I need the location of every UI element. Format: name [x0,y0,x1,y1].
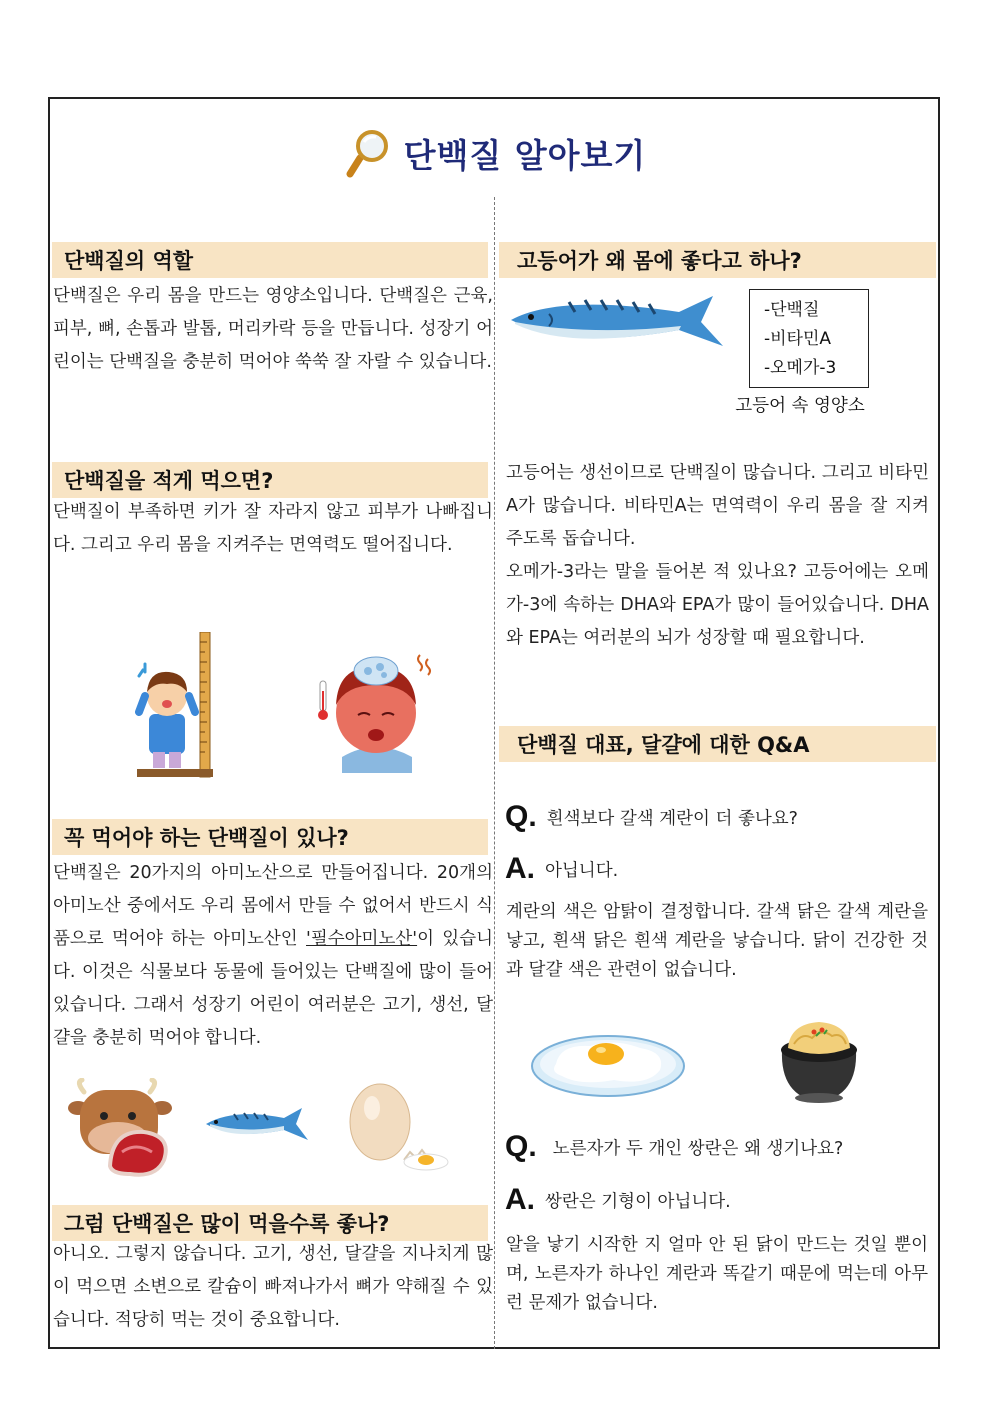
nutrient-item: -단백질 [764,300,820,320]
short-child-illustration [135,632,215,780]
heading-mackerel: 고등어가 왜 몸에 좋다고 하나? [499,242,936,278]
paragraph-low-protein: 단백질이 부족하면 키가 잘 자라지 않고 피부가 나빠집니다. 그리고 우리 몸을 지켜주는 면역력도 떨어집니다. [53,502,493,555]
paragraph-essential-part1: 단백질은 20가지의 아미노산으로 만들어집니다. 20개의 아미노산 중에서도 우리 몸에서 만들 수 없어서 반드시 식품으로 먹어야 하는 아미노산인 [53,863,493,949]
paragraph-essential-part2: 이 있습니다. 이것은 식물보다 동물에 들어있는 단백질에 많이 들어있습니다. 그래서 성장기 어린이 여러분은 고기, 생선, 달걀을 충분히 먹어야 합니다. [53,929,494,1048]
question-2-text: 노른자가 두 개인 쌍란은 왜 생기나요? [552,1138,844,1159]
eggs-illustration [348,1080,458,1174]
a-mark: A. [505,1183,535,1216]
title-text: 단백질 알아보기 [403,135,647,175]
answer-1-text: 아닙니다. [545,860,619,881]
nutrient-caption: 고등어 속 영양소 [735,396,865,416]
q-mark: Q. [505,1130,537,1163]
mackerel-illustration [509,290,727,354]
paragraph-answer-1: 계란의 색은 암탉이 결정합니다. 갈색 닭은 갈색 계란을 낳고, 흰색 닭은 흰색 계란을 낳습니다. 닭이 건강한 것과 달걀 색은 관련이 없습니다. [506,902,928,980]
paragraph-essential-protein [53,857,493,1055]
answer-2 [505,1183,731,1217]
steamed-egg-illustration [776,1018,862,1106]
q-mark: Q. [505,800,537,833]
nutrient-item: -비타민A [764,329,832,349]
answer-1 [505,852,618,886]
heading-low-protein: 단백질을 적게 먹으면? [52,462,488,498]
paragraph-mackerel-1: 고등어는 생선이므로 단백질이 많습니다. 그리고 비타민A가 많습니다. 비타민A는 면역력이 우리 몸을 잘 지켜주도록 돕습니다. [506,463,929,549]
a-mark: A. [505,852,535,885]
essential-amino-acid-term: '필수아미노산' [306,929,418,949]
heading-protein-role: 단백질의 역할 [52,242,488,278]
beef-illustration [68,1078,172,1178]
small-mackerel-illustration [204,1106,312,1144]
question-1 [505,800,798,834]
paragraph-protein-role: 단백질은 우리 몸을 만드는 영양소입니다. 단백질은 근육, 피부, 뼈, 손톱과 발톱, 머리카락 등을 만듭니다. 성장기 어린이는 단백질을 충분히 먹어야 쑥쑥 잘 자랄 수 있습니다. [53,286,493,372]
nutrient-item: -오메가-3 [764,358,837,378]
sick-child-illustration [316,645,438,773]
mackerel-nutrient-box [749,289,869,388]
question-1-text: 흰색보다 갈색 계란이 더 좋나요? [546,808,798,829]
paragraph-too-much-protein: 아니오. 그렇지 않습니다. 고기, 생선, 달걀을 지나치게 많이 먹으면 소변으로 칼슘이 빠져나가서 뼈가 약해질 수 있습니다. 적당히 먹는 것이 중요합니다. [53,1244,493,1330]
page-title [0,123,992,183]
fried-egg-illustration [530,1030,686,1098]
heading-egg-qa: 단백질 대표, 달걀에 대한 Q&A [499,726,936,762]
paragraph-mackerel-2: 오메가-3라는 말을 들어본 적 있나요? 고등어에는 오메가-3에 속하는 DHA와 EPA가 많이 들어있습니다. DHA와 EPA는 여러분의 뇌가 성장할 때 필요합니다. [506,562,929,648]
heading-too-much-protein: 그럼 단백질은 많이 먹을수록 좋나? [52,1205,488,1241]
answer-2-text: 쌍란은 기형이 아닙니다. [545,1191,731,1212]
paragraph-answer-2: 알을 낳기 시작한 지 얼마 안 된 닭이 만드는 것일 뿐이며, 노른자가 하나인 계란과 똑같기 때문에 먹는데 아무런 문제가 없습니다. [506,1235,928,1313]
question-2 [505,1130,843,1164]
magnifier-icon [346,128,390,178]
heading-essential-protein: 꼭 먹어야 하는 단백질이 있나? [52,819,488,855]
column-divider [494,197,495,1349]
